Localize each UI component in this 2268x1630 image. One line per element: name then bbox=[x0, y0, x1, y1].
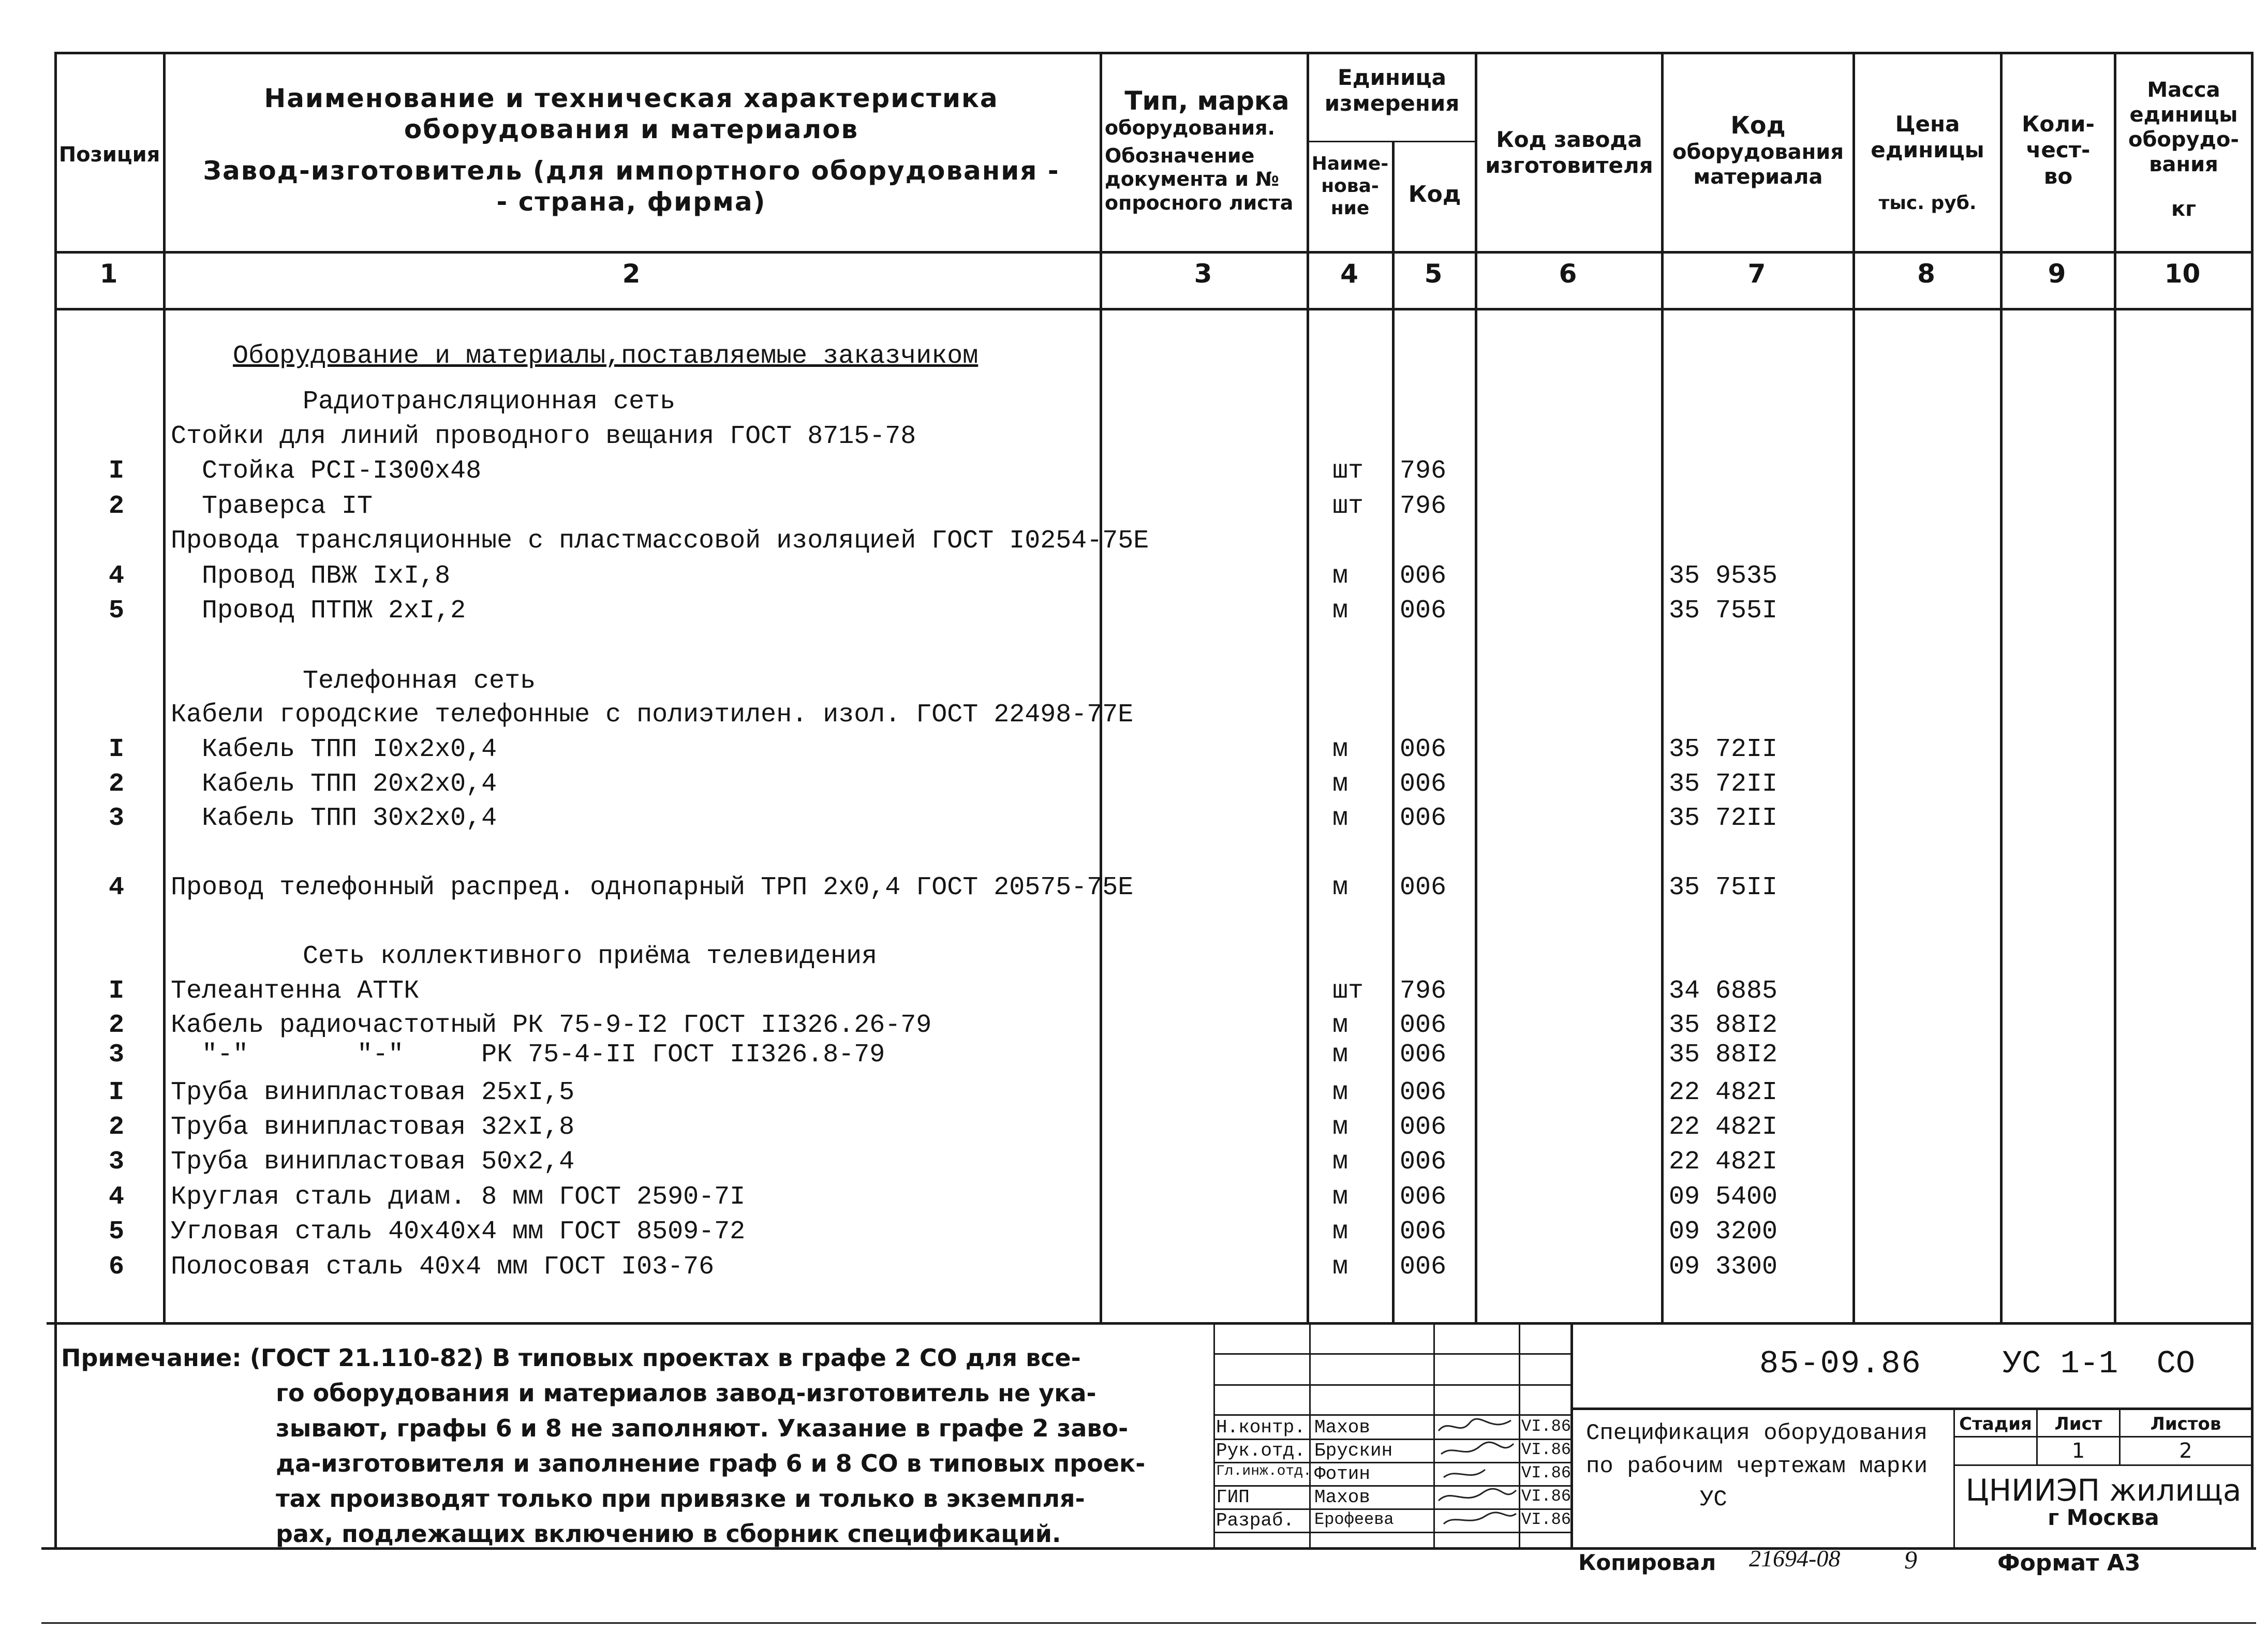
header-col3-line4: документа и № bbox=[1105, 168, 1279, 191]
signer-date: VI.86 bbox=[1521, 1510, 1572, 1529]
table-row bbox=[0, 1078, 2268, 1112]
row-unit-code: 796 bbox=[1400, 976, 1447, 1006]
signer-name: Брускин bbox=[1314, 1440, 1393, 1461]
note-text-1: (ГОСТ 21.110-82) В типовых проектах в графе 2 СО для все- bbox=[249, 1344, 1081, 1372]
header-col9-line3: во bbox=[2043, 163, 2073, 189]
header-col4-line3: ние bbox=[1330, 198, 1370, 219]
row-position: 4 bbox=[108, 561, 124, 591]
signer-role: ГИП bbox=[1216, 1487, 1250, 1508]
header-col4 bbox=[1308, 153, 1392, 220]
row-unit-code: 006 bbox=[1400, 804, 1447, 833]
row-position: 4 bbox=[108, 1182, 124, 1212]
header-col2 bbox=[166, 83, 1097, 217]
stamp-line-v1 bbox=[1309, 1322, 1311, 1547]
header-col4-line1: Наиме- bbox=[1311, 153, 1389, 174]
unit-header-divider bbox=[1307, 141, 1477, 142]
format-label: Формат А3 bbox=[1997, 1550, 2141, 1576]
row-unit: м bbox=[1332, 1113, 1348, 1142]
header-col9-line1: Коли- bbox=[2022, 111, 2095, 137]
header-col45 bbox=[1309, 65, 1475, 117]
row-unit: м bbox=[1332, 561, 1348, 591]
row-unit-code: 006 bbox=[1400, 1217, 1447, 1247]
row-material-code: 22 482I bbox=[1669, 1113, 1778, 1142]
header-col10-line4: вания bbox=[2149, 153, 2218, 176]
row-name: Кабели городские телефонные с полиэтилен. изол. ГОСТ 22498-77Е bbox=[171, 700, 1134, 730]
note-line-1 bbox=[61, 1340, 1215, 1375]
row-unit-code: 006 bbox=[1400, 1078, 1447, 1107]
row-position: 2 bbox=[108, 1011, 124, 1040]
row-unit: м bbox=[1332, 1011, 1348, 1040]
row-unit-code: 006 bbox=[1400, 561, 1447, 591]
copied-label: Копировал bbox=[1578, 1550, 1716, 1575]
row-position: 2 bbox=[108, 492, 124, 521]
row-material-code: 35 88I2 bbox=[1669, 1040, 1778, 1070]
table-row bbox=[0, 1182, 2268, 1217]
table-row bbox=[0, 596, 2268, 630]
row-name: Телеантенна АТТК bbox=[171, 976, 420, 1006]
row-name: Провод ПВЖ IхI,8 bbox=[202, 561, 451, 591]
stamp-line-v0 bbox=[1213, 1322, 1215, 1547]
row-unit-code: 006 bbox=[1400, 769, 1447, 799]
header-col6-line2: изготовителя bbox=[1485, 153, 1653, 179]
row-material-code: 09 3300 bbox=[1669, 1252, 1778, 1282]
row-unit: м bbox=[1332, 596, 1348, 626]
colnum-4: 4 bbox=[1340, 259, 1358, 289]
header-col6 bbox=[1477, 127, 1661, 179]
header-col3-line2: оборудования. bbox=[1105, 116, 1275, 139]
colnum-7: 7 bbox=[1747, 259, 1766, 289]
copied-number: 21694-08 bbox=[1749, 1545, 1841, 1572]
table-row bbox=[0, 422, 2268, 456]
note-line-6: рах, подлежащих включению в сборник спецификаций. bbox=[276, 1520, 1061, 1548]
signer-role: Разраб. bbox=[1216, 1510, 1295, 1531]
header-col10 bbox=[2116, 78, 2251, 221]
row-unit-code: 006 bbox=[1400, 1011, 1447, 1040]
header-col9 bbox=[2003, 111, 2114, 189]
row-position: I bbox=[108, 1078, 124, 1107]
table-row bbox=[0, 526, 2268, 560]
colnum-5: 5 bbox=[1424, 259, 1443, 289]
header-col10-line2: единицы bbox=[2129, 103, 2238, 127]
page-number: 9 bbox=[1904, 1545, 1917, 1574]
header-col6-line1: Код завода bbox=[1496, 127, 1642, 152]
row-position: 6 bbox=[108, 1252, 124, 1282]
table-row bbox=[0, 1252, 2268, 1286]
header-col7-line2: оборудования bbox=[1672, 140, 1844, 165]
row-material-code: 35 75II bbox=[1669, 873, 1778, 902]
row-unit: м bbox=[1332, 873, 1348, 902]
stamp-stage-row1 bbox=[1953, 1436, 2254, 1438]
signer-role: Гл.инж.отд. bbox=[1216, 1463, 1312, 1479]
table-row bbox=[0, 1040, 2268, 1074]
signer-date: VI.86 bbox=[1521, 1463, 1572, 1483]
note-line-2: го оборудования и материалов завод-изготовитель не ука- bbox=[276, 1379, 1096, 1407]
row-name: Труба винипластовая 32хI,8 bbox=[171, 1113, 575, 1142]
row-unit: шт bbox=[1332, 456, 1364, 486]
frame-header-bottom bbox=[54, 251, 2254, 254]
header-col45-line2: измерения bbox=[1324, 91, 1460, 116]
row-position: I bbox=[108, 976, 124, 1006]
note-line-3: зывают, графы 6 и 8 не заполняют. Указание в графе 2 заво- bbox=[276, 1414, 1129, 1442]
stamp-line-h2 bbox=[1213, 1384, 1570, 1386]
header-col2-line2: оборудования и материалов bbox=[404, 114, 859, 144]
header-col3 bbox=[1102, 85, 1309, 215]
row-position: 5 bbox=[108, 596, 124, 626]
row-unit-code: 006 bbox=[1400, 1182, 1447, 1212]
signer-name: Ерофеева bbox=[1314, 1510, 1394, 1529]
row-unit: шт bbox=[1332, 492, 1364, 521]
row-name: Полосовая сталь 40х4 мм ГОСТ I03-76 bbox=[171, 1252, 715, 1282]
header-col3-line3: Обозначение bbox=[1105, 144, 1255, 167]
row-unit: м bbox=[1332, 1252, 1348, 1282]
sheets-value: 2 bbox=[2179, 1439, 2192, 1463]
table-row bbox=[0, 804, 2268, 838]
row-position: 4 bbox=[108, 873, 124, 902]
stamp-line-v3 bbox=[1519, 1322, 1520, 1547]
row-position: I bbox=[108, 735, 124, 764]
row-material-code: 09 5400 bbox=[1669, 1182, 1778, 1212]
doc-title bbox=[1586, 1417, 1928, 1516]
sheets-label: Листов bbox=[2150, 1414, 2221, 1434]
row-position: 3 bbox=[108, 1040, 124, 1070]
colnum-10: 10 bbox=[2164, 259, 2201, 289]
note-line-5: тах производят только при привязке и только в экземпля- bbox=[276, 1485, 1085, 1513]
row-unit: м bbox=[1332, 1182, 1348, 1212]
header-col10-line3: оборудо- bbox=[2128, 128, 2239, 152]
colnum-6: 6 bbox=[1559, 259, 1577, 289]
signer-role: Рук.отд. bbox=[1216, 1440, 1306, 1461]
table-row bbox=[0, 666, 2268, 701]
row-material-code: 35 88I2 bbox=[1669, 1011, 1778, 1040]
row-unit: м bbox=[1332, 1217, 1348, 1247]
colnum-8: 8 bbox=[1917, 259, 1935, 289]
sheet-value: 1 bbox=[2071, 1439, 2085, 1463]
row-name: Провод ПТПЖ 2хI,2 bbox=[202, 596, 466, 626]
header-col2-line4: - страна, фирма) bbox=[496, 187, 766, 217]
row-name: Провода трансляционные с пластмассовой изоляцией ГОСТ I0254-75Е bbox=[171, 526, 1149, 556]
header-col10-line5: кг bbox=[2171, 197, 2197, 221]
row-name: Кабель ТПП 20х2х0,4 bbox=[202, 769, 497, 799]
table-row bbox=[0, 700, 2268, 734]
row-name: "-" "-" РК 75-4-II ГОСТ II326.8-79 bbox=[171, 1040, 885, 1070]
org-line2: г Москва bbox=[2048, 1504, 2159, 1530]
row-material-code: 09 3200 bbox=[1669, 1217, 1778, 1247]
row-unit: м bbox=[1332, 1040, 1348, 1070]
note-line-4: да-изготовителя и заполнение граф 6 и 8 СО в типовых проек- bbox=[276, 1449, 1146, 1477]
row-position: 2 bbox=[108, 1113, 124, 1142]
row-name: Провод телефонный распред. однопарный ТРП 2х0,4 ГОСТ 20575-75Е bbox=[171, 873, 1134, 902]
row-name: Кабель ТПП 30х2х0,4 bbox=[202, 804, 497, 833]
table-row bbox=[0, 1217, 2268, 1251]
header-col8-line1: Цена bbox=[1895, 111, 1960, 137]
row-unit: м bbox=[1332, 735, 1348, 764]
row-unit: м bbox=[1332, 804, 1348, 833]
row-unit-code: 006 bbox=[1400, 873, 1447, 902]
row-material-code: 35 72II bbox=[1669, 735, 1778, 764]
header-col8-line2: единицы bbox=[1871, 137, 1984, 163]
row-name: Траверса IТ bbox=[202, 492, 373, 521]
row-material-code: 22 482I bbox=[1669, 1147, 1778, 1177]
doc-title-line1: Спецификация оборудования bbox=[1586, 1420, 1928, 1446]
signer-date: VI.86 bbox=[1521, 1487, 1572, 1506]
header-col9-line2: чест- bbox=[2026, 137, 2091, 163]
row-name: Труба винипластовая 25хI,5 bbox=[171, 1078, 575, 1107]
header-col45-line1: Единица bbox=[1338, 65, 1446, 90]
row-unit-code: 006 bbox=[1400, 1040, 1447, 1070]
row-unit-code: 796 bbox=[1400, 456, 1447, 486]
row-unit-code: 006 bbox=[1400, 1252, 1447, 1282]
header-col5: Код bbox=[1408, 181, 1461, 208]
frame-colnum-bottom bbox=[54, 308, 2254, 310]
signer-name: Фотин bbox=[1314, 1463, 1371, 1485]
stamp-doc-divider bbox=[1570, 1407, 2254, 1410]
row-material-code: 22 482I bbox=[1669, 1078, 1778, 1107]
row-unit-code: 006 bbox=[1400, 735, 1447, 764]
row-name: Радиотрансляционная сеть bbox=[303, 387, 676, 417]
row-material-code: 34 6885 bbox=[1669, 976, 1778, 1006]
frame-table-bottom bbox=[47, 1322, 2254, 1325]
doc-number: 85-09.86 bbox=[1759, 1345, 1922, 1382]
signer-date: VI.86 bbox=[1521, 1440, 1572, 1459]
note-block bbox=[61, 1340, 1215, 1551]
colnum-1: 1 bbox=[99, 259, 118, 289]
row-name: Кабель радиочастотный РК 75-9-I2 ГОСТ II326.26-79 bbox=[171, 1011, 932, 1040]
header-col1: Позиция bbox=[58, 143, 160, 167]
row-position: 5 bbox=[108, 1217, 124, 1247]
frame-top bbox=[54, 52, 2254, 54]
table-row bbox=[0, 342, 2268, 376]
header-col7 bbox=[1664, 111, 1852, 189]
row-name: Оборудование и материалы,поставляемые заказчиком bbox=[233, 342, 979, 371]
row-name: Сеть коллективного приёма телевидения bbox=[303, 942, 878, 971]
table-row bbox=[0, 942, 2268, 976]
row-unit-code: 006 bbox=[1400, 1113, 1447, 1142]
row-unit: м bbox=[1332, 1078, 1348, 1107]
header-col3-line5: опросного листа bbox=[1105, 191, 1294, 214]
page-bottom-line bbox=[41, 1622, 2256, 1624]
signer-name: Махов bbox=[1314, 1417, 1371, 1438]
header-col8 bbox=[1855, 111, 2000, 214]
doc-title-line2: по рабочим чертежам марки bbox=[1586, 1454, 1928, 1479]
signer-date: VI.86 bbox=[1521, 1417, 1572, 1436]
stamp-line-h1 bbox=[1213, 1353, 1570, 1355]
table-row bbox=[0, 735, 2268, 769]
table-row bbox=[0, 976, 2268, 1011]
header-col10-line1: Масса bbox=[2147, 78, 2220, 102]
doc-code: УС 1-1 СО bbox=[2003, 1345, 2196, 1382]
org-line1: ЦНИИЭП жилища bbox=[1965, 1473, 2242, 1508]
stamp-line-h8 bbox=[1213, 1532, 1570, 1533]
row-name: Кабель ТПП I0х2х0,4 bbox=[202, 735, 497, 764]
row-unit-code: 796 bbox=[1400, 492, 1447, 521]
header-col7-line1: Код bbox=[1730, 111, 1786, 139]
row-name: Стойки для линий проводного вещания ГОСТ 8715-78 bbox=[171, 422, 916, 451]
row-name: Круглая сталь диам. 8 мм ГОСТ 2590-7I bbox=[171, 1182, 746, 1212]
row-material-code: 35 755I bbox=[1669, 596, 1778, 626]
stamp-stage-row2 bbox=[1953, 1464, 2254, 1466]
doc-title-line3: УС bbox=[1700, 1487, 1727, 1513]
row-unit: м bbox=[1332, 1147, 1348, 1177]
row-material-code: 35 9535 bbox=[1669, 561, 1778, 591]
header-col2-line1: Наименование и техническая характеристика bbox=[264, 83, 999, 113]
colnum-2: 2 bbox=[622, 259, 641, 289]
row-position: 3 bbox=[108, 1147, 124, 1177]
header-col8-line3: тыс. руб. bbox=[1878, 192, 1977, 214]
row-unit: м bbox=[1332, 769, 1348, 799]
row-name: Труба винипластовая 50х2,4 bbox=[171, 1147, 575, 1177]
row-position: 2 bbox=[108, 769, 124, 799]
table-row bbox=[0, 1147, 2268, 1181]
signatures-image bbox=[1433, 1415, 1519, 1532]
row-unit-code: 006 bbox=[1400, 596, 1447, 626]
signer-name: Махов bbox=[1314, 1487, 1371, 1508]
colnum-3: 3 bbox=[1194, 259, 1212, 289]
row-unit-code: 006 bbox=[1400, 1147, 1447, 1177]
organization bbox=[1956, 1475, 2251, 1529]
row-material-code: 35 72II bbox=[1669, 769, 1778, 799]
header-col7-line3: материала bbox=[1693, 165, 1823, 189]
signer-role: Н.контр. bbox=[1216, 1417, 1306, 1438]
header-col2-line3: Завод-изготовитель (для импортного оборудования - bbox=[203, 156, 1060, 186]
row-material-code: 35 72II bbox=[1669, 804, 1778, 833]
header-col3-line1: Тип, марка bbox=[1124, 86, 1289, 116]
row-unit: шт bbox=[1332, 976, 1364, 1006]
row-position: I bbox=[108, 456, 124, 486]
note-label: Примечание: bbox=[61, 1344, 242, 1372]
table-row bbox=[0, 492, 2268, 526]
row-name: Телефонная сеть bbox=[303, 666, 536, 696]
header-col4-line2: нова- bbox=[1321, 175, 1379, 197]
table-row bbox=[0, 456, 2268, 491]
stage-label: Стадия bbox=[1959, 1414, 2032, 1434]
row-position: 3 bbox=[108, 804, 124, 833]
table-row bbox=[0, 769, 2268, 804]
table-row bbox=[0, 561, 2268, 596]
sheet-label: Лист bbox=[2054, 1414, 2102, 1434]
table-row bbox=[0, 1113, 2268, 1147]
table-row bbox=[0, 873, 2268, 907]
row-name: Стойка РСI-I300х48 bbox=[202, 456, 482, 486]
colnum-9: 9 bbox=[2048, 259, 2066, 289]
table-row bbox=[0, 387, 2268, 421]
row-name: Угловая сталь 40х40х4 мм ГОСТ 8509-72 bbox=[171, 1217, 746, 1247]
